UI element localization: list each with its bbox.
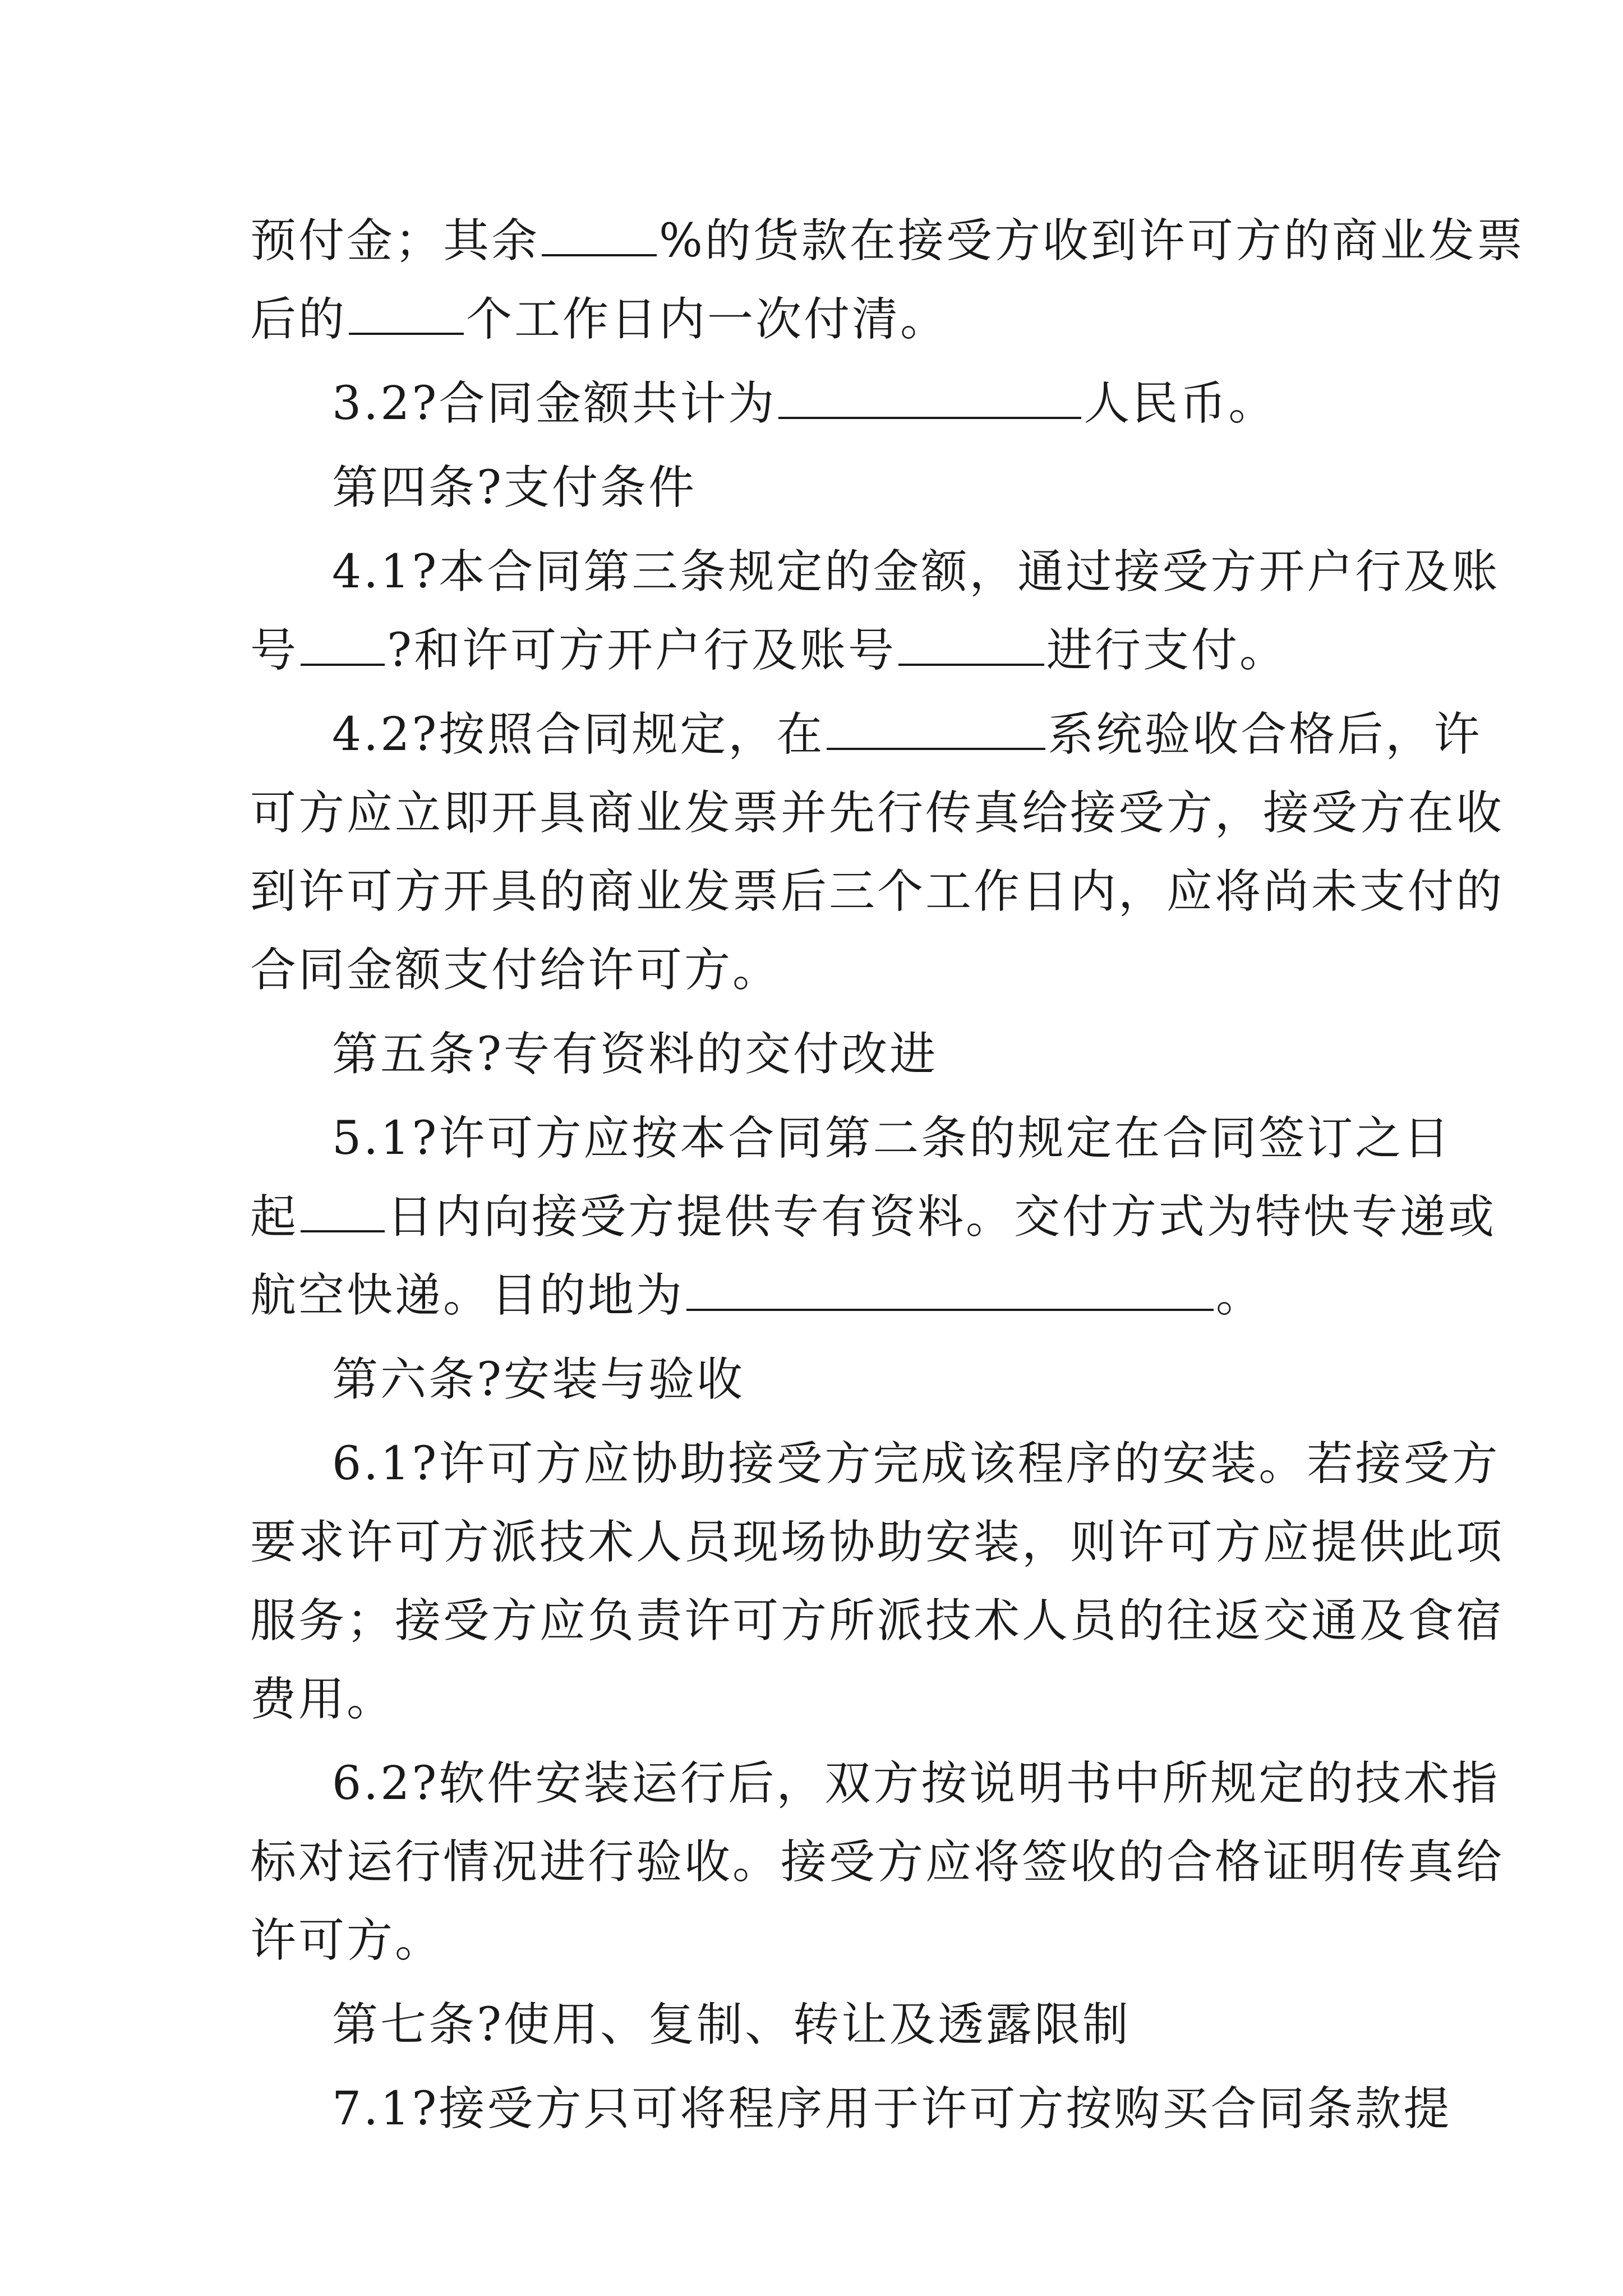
text-segment: 进行支付。 [1046, 624, 1288, 677]
text-segment: 可方应立即开具商业发票并先行传真给接受方，接受方在收 [250, 786, 1505, 840]
text-segment: 预付金；其余 [250, 214, 540, 268]
text-segment: 个工作日内一次付清。 [466, 293, 949, 346]
document-page [250, 202, 1525, 2148]
text-segment: 服务；接受方应负责许可方所派技术人员的往返交通及食宿 [250, 1594, 1505, 1648]
body-line [250, 611, 1394, 690]
fill-in-blank [778, 380, 1081, 419]
body-line [250, 774, 1505, 853]
text-segment: 标对运行情况进行验收。接受方应将签收的合格证明传真给 [250, 1835, 1505, 1889]
text-segment: 后的 [250, 293, 347, 346]
fill-in-blank [349, 296, 464, 335]
body-line [250, 1660, 1394, 1739]
clause-4-1 [250, 533, 1500, 611]
text-segment: 第七条?使用、复制、转让及透露限制 [332, 1998, 1131, 2051]
fill-in-blank [898, 627, 1044, 666]
clause-5-1 [250, 1099, 1452, 1178]
clause-3-2 [250, 365, 1394, 443]
fill-in-blank [686, 1272, 1214, 1311]
text-segment: 号 [250, 624, 299, 677]
text-segment: ?和许可方开户行及账号 [387, 624, 896, 677]
fill-in-blank [542, 217, 657, 256]
article-5-heading [250, 1015, 1394, 1094]
body-line [250, 853, 1505, 931]
body-line [250, 202, 1525, 280]
fill-in-blank [827, 711, 1045, 750]
text-segment: 4.1?本合同第三条规定的金额，通过接受方开户行及账 [332, 545, 1500, 599]
body-line [250, 931, 1394, 1010]
text-segment: 3.2?合同金额共计为 [332, 377, 777, 430]
article-4-heading [250, 449, 1394, 527]
clause-7-1 [250, 2070, 1452, 2148]
text-segment: 合同金额支付给许可方。 [250, 944, 781, 997]
text-segment: 起 [250, 1190, 299, 1244]
text-segment: 。 [1216, 1269, 1265, 1322]
text-segment: 日内向接受方提供专有资料。交付方式为特快专递或 [387, 1190, 1497, 1244]
fill-in-blank [301, 627, 385, 666]
text-segment: 要求许可方派技术人员现场协助安装，则许可方应提供此项 [250, 1516, 1505, 1569]
body-line [250, 280, 1394, 359]
body-line [250, 1178, 1497, 1257]
text-segment: 第四条?支付条件 [332, 461, 697, 514]
clause-6-1 [250, 1425, 1500, 1503]
article-7-heading [250, 1986, 1394, 2064]
text-segment: 人民币。 [1083, 377, 1277, 430]
clause-6-2 [250, 1745, 1500, 1823]
text-segment: 航空快递。目的地为 [250, 1269, 685, 1322]
body-line [250, 1823, 1505, 1902]
clause-4-2 [250, 696, 1482, 774]
text-segment: 第六条?安装与验收 [332, 1353, 745, 1406]
fill-in-blank [301, 1193, 385, 1232]
text-segment: 7.1?接受方只可将程序用于许可方按购买合同条款提 [332, 2082, 1452, 2136]
text-segment: 系统验收合格后，许 [1048, 708, 1482, 761]
text-segment: 费用。 [250, 1673, 395, 1726]
text-segment: 第五条?专有资料的交付改进 [332, 1028, 938, 1081]
text-segment: 5.1?许可方应按本合同第二条的规定在合同签订之日 [332, 1112, 1452, 1165]
text-segment: 6.1?许可方应协助接受方完成该程序的安装。若接受方 [332, 1437, 1500, 1490]
body-line [250, 1582, 1505, 1660]
body-line [250, 1257, 1394, 1335]
article-6-heading [250, 1341, 1394, 1419]
text-segment: 4.2?按照合同规定，在 [332, 708, 825, 761]
text-segment: 到许可方开具的商业发票后三个工作日内，应将尚未支付的 [250, 865, 1505, 918]
text-segment: %的货款在接受方收到许可方的商业发票 [659, 214, 1525, 268]
text-segment: 6.2?软件安装运行后，双方按说明书中所规定的技术指 [332, 1757, 1500, 1810]
body-line [250, 1503, 1505, 1582]
text-segment: 许可方。 [250, 1914, 444, 1967]
body-line [250, 1902, 1394, 1980]
